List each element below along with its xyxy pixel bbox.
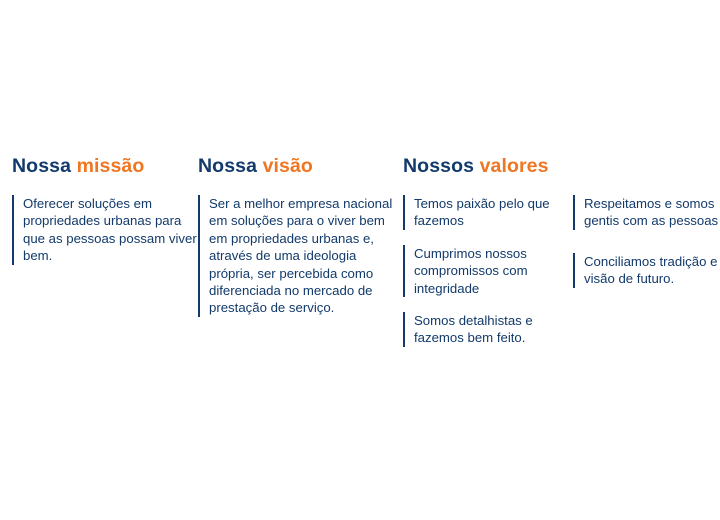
column-values [403, 155, 720, 347]
value-item: Somos detalhistas e fazemos bem feito. [403, 312, 573, 347]
column-vision [198, 155, 403, 317]
vision-text-block: Ser a melhor empresa nacional em soluções para o viver bem em propriedades urbanas e, através de uma ideologia própria, ser percebida como diferenciada no mercado de prestação de serviço. [198, 195, 403, 317]
heading-values [403, 155, 720, 178]
value-item: Conciliamos tradição e visão de futuro. [573, 253, 720, 288]
values-list-right [573, 195, 720, 288]
heading-vision-word-dark: Nossa [198, 155, 258, 177]
value-item: Cumprimos nossos compromissos com integridade [403, 245, 573, 297]
heading-mission [12, 155, 198, 178]
values-lists [403, 195, 720, 347]
heading-values-word-accent: valores [479, 155, 549, 177]
values-list-left [403, 195, 573, 347]
heading-vision [198, 155, 403, 178]
heading-mission-word-dark: Nossa [12, 155, 72, 177]
heading-mission-word-accent: missão [76, 155, 145, 177]
value-item: Respeitamos e somos gentis com as pessoas [573, 195, 720, 230]
heading-vision-word-accent: visão [262, 155, 313, 177]
columns-container [0, 155, 720, 347]
heading-values-word-dark: Nossos [403, 155, 475, 177]
column-mission [0, 155, 198, 265]
mission-text-block: Oferecer soluções em propriedades urbanas para que as pessoas possam viver bem. [12, 195, 198, 265]
value-item: Temos paixão pelo que fazemos [403, 195, 573, 230]
